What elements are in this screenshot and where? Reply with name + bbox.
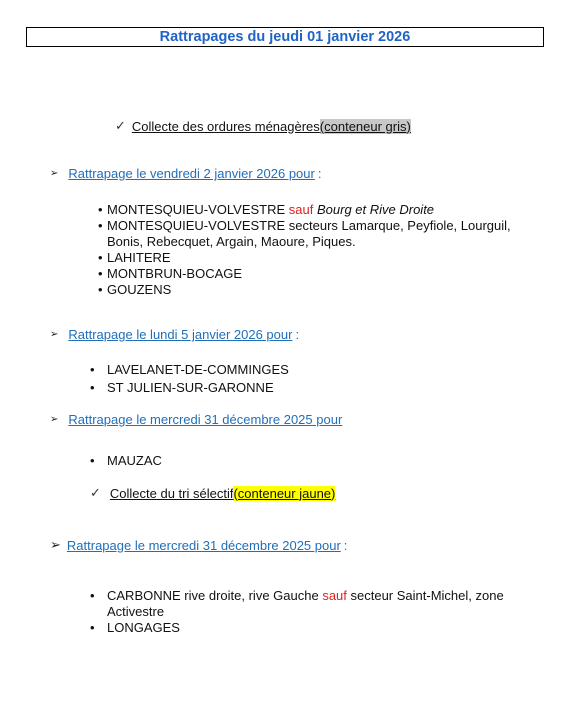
bullet-icon: • <box>98 202 103 217</box>
list-item <box>98 250 518 266</box>
arrow-bullet-icon: ➢ <box>50 329 59 340</box>
page-title: Rattrapages du jeudi 01 janvier 2026 <box>159 29 411 45</box>
exception-text: Bourg et Rive Droite <box>316 202 435 217</box>
commune-name: MAUZAC <box>107 453 162 468</box>
commune-name: LONGAGES <box>107 620 180 635</box>
list-item <box>90 453 510 469</box>
commune-name: MONTESQUIEU-VOLVESTRE <box>107 218 286 233</box>
arrow-bullet-icon: ➢ <box>50 537 61 552</box>
list-item <box>90 620 530 636</box>
secteurs-text: rive droite, rive Gauche <box>180 588 323 603</box>
section-3-link[interactable]: Rattrapage le mercredi 31 décembre 2025 pour <box>68 412 343 427</box>
commune-name: GOUZENS <box>107 282 172 297</box>
section-1-heading <box>50 166 321 181</box>
collecte-tri-highlight: (conteneur jaune) <box>233 485 336 501</box>
bullet-icon: • <box>90 453 95 468</box>
commune-name: CARBONNE <box>107 588 181 603</box>
section-4-link[interactable]: Rattrapage le mercredi 31 décembre 2025 pour <box>66 537 341 553</box>
sauf-text: sauf <box>322 588 347 603</box>
list-item <box>90 361 510 379</box>
section-3-heading <box>50 412 345 427</box>
section-4-suffix: : <box>343 537 348 553</box>
collecte-tri-line <box>90 485 335 501</box>
exception-text: secteur Saint-Michel, zone Activestre <box>107 588 504 619</box>
bullet-icon: • <box>98 218 103 233</box>
section-2-link[interactable]: Rattrapage le lundi 5 janvier 2026 pour <box>68 327 293 342</box>
bullet-icon: • <box>98 250 103 265</box>
bullet-icon: • <box>98 266 103 281</box>
section-4-list <box>90 588 530 636</box>
secteurs-text: secteurs Lamarque, Peyfiole, Lourguil, Bonis, Rebecquet, Argain, Maoure, Piques. <box>107 218 511 249</box>
bullet-icon: • <box>98 282 103 297</box>
commune-name: MONTBRUN-BOCAGE <box>107 266 243 281</box>
section-1-suffix: : <box>317 166 322 181</box>
page-title-box <box>26 27 544 47</box>
list-item <box>98 218 518 250</box>
arrow-bullet-icon: ➢ <box>50 168 59 179</box>
commune-name: LAHITERE <box>107 250 171 265</box>
list-item <box>90 588 530 620</box>
collecte-om-line <box>115 118 411 134</box>
section-2-suffix: : <box>295 327 300 342</box>
bullet-icon: • <box>90 362 95 377</box>
section-4-heading <box>50 537 347 553</box>
list-item <box>98 202 518 218</box>
collecte-om-highlight: (conteneur gris) <box>319 118 411 134</box>
collecte-om-text: Collecte des ordures ménagères <box>131 118 320 134</box>
checkmark-icon: ✓ <box>115 118 126 133</box>
list-item <box>98 266 518 282</box>
section-3-list <box>90 453 510 469</box>
arrow-bullet-icon: ➢ <box>50 414 59 425</box>
bullet-icon: • <box>90 380 95 395</box>
section-2-heading <box>50 327 299 342</box>
list-item <box>98 282 518 298</box>
commune-name: ST JULIEN-SUR-GARONNE <box>107 380 274 395</box>
commune-name: LAVELANET-DE-COMMINGES <box>107 362 289 377</box>
commune-name: MONTESQUIEU-VOLVESTRE <box>107 202 289 217</box>
list-item <box>90 379 510 397</box>
bullet-icon: • <box>90 620 95 635</box>
sauf-text: sauf <box>288 202 317 217</box>
checkmark-icon: ✓ <box>90 485 101 500</box>
section-2-list <box>90 361 510 397</box>
bullet-icon: • <box>90 588 95 603</box>
collecte-tri-text: Collecte du tri sélectif <box>109 485 234 501</box>
section-1-link[interactable]: Rattrapage le vendredi 2 janvier 2026 pour <box>68 166 315 181</box>
section-1-list <box>98 202 518 298</box>
